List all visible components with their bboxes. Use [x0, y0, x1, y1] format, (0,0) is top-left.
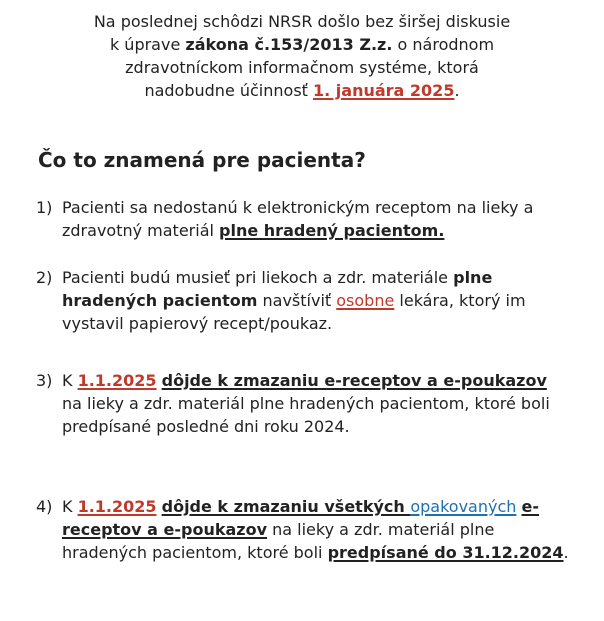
section-heading: Čo to znamená pre pacienta? [38, 148, 366, 172]
item-text: . [563, 543, 569, 562]
item-text: lekára, ktorý im vystavil papierový recept/poukaz. [62, 291, 526, 333]
item-highlight: dôjde k zmazaniu všetkých [161, 497, 411, 516]
intro-paragraph [40, 10, 564, 102]
item-highlight: dôjde k zmazaniu e-receptov a e-poukazov [161, 371, 547, 390]
item-highlight: e-receptov a e-poukazov [62, 497, 539, 539]
law-reference: zákona č.153/2013 Z.z. [185, 35, 393, 54]
intro-text: . [454, 81, 460, 100]
item-highlight: predpísané do 31.12.2024 [327, 543, 564, 562]
intro-text: k úprave [109, 35, 186, 54]
item-number: 2) [36, 268, 53, 287]
item-date: 1.1.2025 [77, 497, 157, 516]
intro-text: o národnom [392, 35, 495, 54]
item-highlight: opakovaných [410, 497, 517, 516]
item-date: 1.1.2025 [77, 371, 157, 390]
item-text: K [62, 371, 78, 390]
item-text: na lieky a zdr. materiál plne hradených pacientom, ktoré boli predpísané posledné dni roku 2024. [62, 394, 550, 436]
intro-text: nadobudne účinnosť [144, 81, 314, 100]
item-text: K [62, 497, 78, 516]
intro-text: zdravotníckom informačnom systéme, ktorá [125, 58, 479, 77]
item-highlight: plne hradený pacientom. [219, 221, 445, 240]
item-highlight: osobne [336, 291, 395, 310]
item-text: Pacienti sa nedostanú k elektronickým receptom na lieky a zdravotný materiál [62, 198, 534, 240]
item-text: na lieky a zdr. materiál plne hradených pacientom, ktoré boli [62, 520, 495, 562]
item-number: 1) [36, 198, 53, 217]
item-highlight: plne hradených pacientom [62, 268, 493, 310]
item-text: Pacienti budú musieť pri liekoch a zdr. materiále [62, 268, 454, 287]
effective-date: 1. januára 2025 [313, 81, 455, 100]
item-number: 4) [36, 497, 53, 516]
intro-text: Na poslednej schôdzi NRSR došlo bez širšej diskusie [93, 12, 511, 31]
item-number: 3) [36, 371, 53, 390]
item-text: navštíviť [257, 291, 337, 310]
